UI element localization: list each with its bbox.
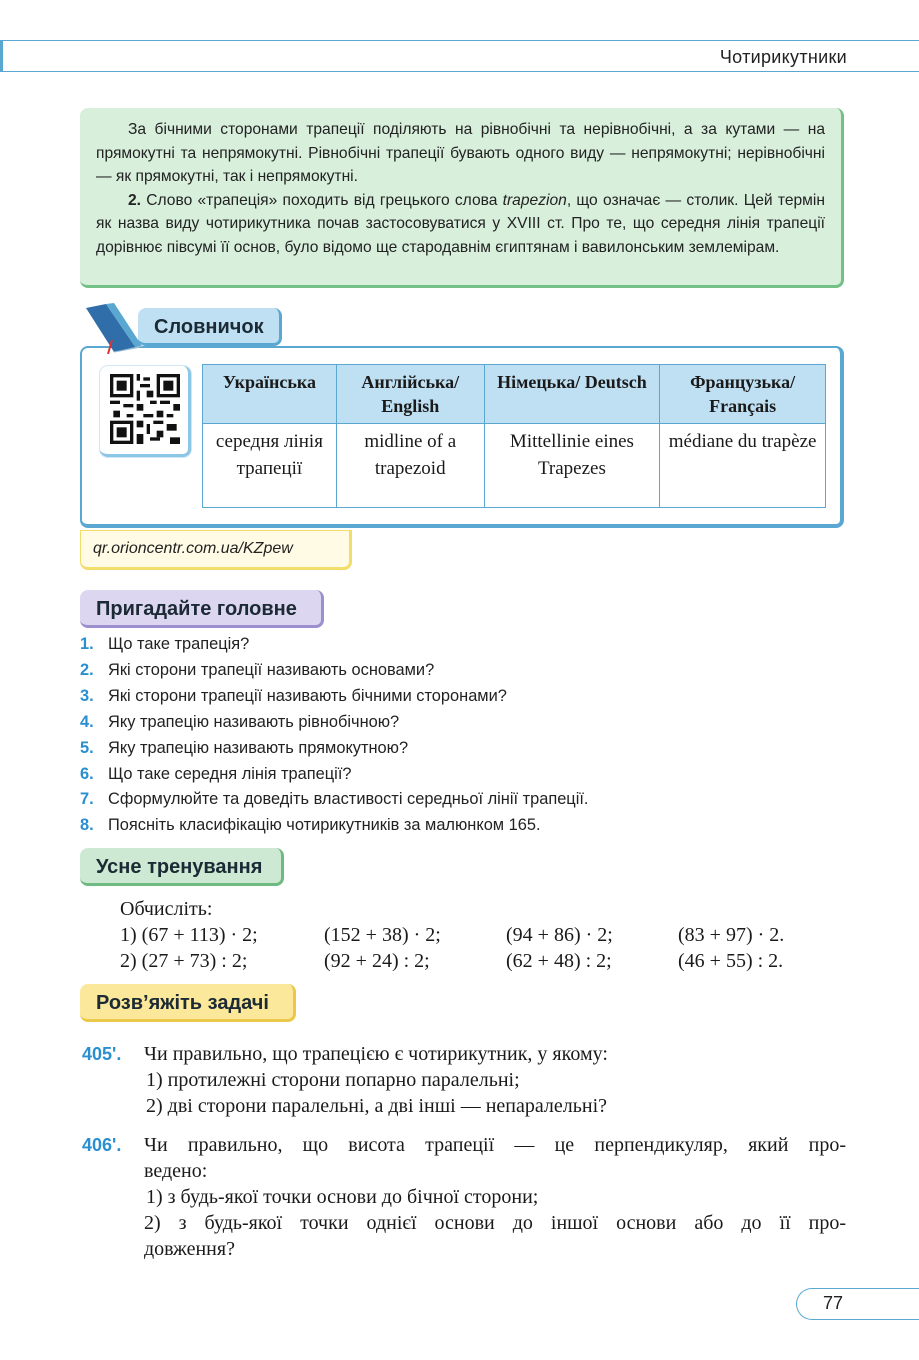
note-paragraph-2-text-b: , що означає — столик. Цей термін як назва виду чотирикутника почав застосовуватися у XVIII ст. Про те, що середня лінія трапеції дорівнює півсумі її основ, було відомо ще стародавнім єгиптянам і вавилонським землемірам. [96, 191, 825, 256]
dictionary-table [202, 364, 826, 508]
term-english: midline of a trapezoid [336, 424, 484, 508]
calc-expression: (83 + 97) · 2. [678, 924, 785, 946]
dictionary-tab: Словничок [138, 308, 282, 346]
list-item: 3. Які сторони трапеції називають бічними сторонами? [80, 686, 507, 705]
header-english: Англійська/ English [336, 365, 484, 424]
problem-405-question: Чи правильно, що трапецією є чотирикутник, у якому: [144, 1043, 608, 1065]
oral-training-tab: Усне тренування [80, 848, 284, 886]
qr-url-link[interactable]: qr.orioncentr.com.ua/KZpew [80, 530, 352, 570]
header-bar [0, 40, 919, 72]
list-item: 5. Яку трапецію називають прямокутною? [80, 738, 409, 757]
dictionary-header-row [203, 365, 826, 424]
note-paragraph-2 [96, 189, 825, 260]
calc-expression: (46 + 55) : 2. [678, 950, 784, 972]
note-paragraph-1: За бічними сторонами трапеції поділяють на рівнобічні та нерівнобічні, а за кутами — на прямокутні та непрямокутні. Рівнобічні трапеції бувають одного виду — непрямокутні; нерівнобічні — як прямокутні, так і непрямокутні. [96, 121, 825, 186]
list-item: 2. Які сторони трапеції називають основами? [80, 660, 435, 679]
calc-expression: (62 + 48) : 2; [506, 950, 612, 972]
calc-expression: (152 + 38) · 2; [324, 924, 441, 946]
list-item: 6. Що таке середня лінія трапеції? [80, 764, 352, 783]
term-german: Mittellinie eines Trapezes [484, 424, 660, 508]
qr-code-icon[interactable] [100, 366, 191, 457]
list-item: 4. Яку трапецію називають рівнобічною? [80, 712, 400, 731]
calc-expression: (94 + 86) · 2; [506, 924, 613, 946]
note-paragraph-2-number: 2. [128, 191, 142, 209]
problem-405-option-2: 2) дві сторони паралельні, а дві інші — непаралельні? [146, 1095, 608, 1117]
header-ukrainian: Українська [203, 365, 337, 424]
chapter-title: Чотирикутники [719, 47, 847, 67]
problem-406-option-1: 1) з будь-якої точки основи до бічної сторони; [146, 1186, 539, 1208]
solve-problems-tab: Розв’яжіть задачі [80, 984, 296, 1022]
recall-question-list [80, 632, 588, 839]
header-german: Німецька/ Deutsch [484, 365, 660, 424]
calc-expression: 1) (67 + 113) · 2; [120, 924, 258, 946]
recall-tab: Пригадайте головне [80, 590, 324, 628]
calc-intro: Обчисліть: [120, 898, 213, 920]
term-french: médiane du trapèze [660, 424, 826, 508]
problem-405-option-1: 1) протилежні сторони попарно паралельні; [146, 1069, 520, 1091]
problem-406-number: 406'. [82, 1135, 122, 1155]
calc-expression: (92 + 24) : 2; [324, 950, 430, 972]
note-paragraph-2-text-a: Слово «трапеція» походить від грецького слова [146, 191, 498, 209]
page-number: 77 [823, 1293, 844, 1313]
page-number-box [796, 1288, 919, 1320]
problem-405-number: 405'. [82, 1044, 122, 1064]
problem-406-option-2-line-2: довження? [144, 1238, 235, 1260]
note-greek-word: trapezion [502, 191, 567, 209]
problem-406-question-line-1: Чи правильно, що висота трапеції — це перпендикуляр, який про- [144, 1134, 846, 1156]
header-french: Французька/ Français [660, 365, 826, 424]
list-item: 8. Поясніть класифікацію чотирикутників за малюнком 165. [80, 816, 541, 835]
problem-406-option-2-line-1: 2) з будь-якої точки однієї основи до іншої основи або до її про- [144, 1212, 846, 1234]
term-ukrainian: середня лінія трапеції [203, 424, 337, 508]
problem-406-question-line-2: ведено: [144, 1160, 208, 1182]
qr-code-graphic [110, 374, 180, 444]
list-item: 7. Сформулюйте та доведіть властивості середньої лінії трапеції. [80, 790, 589, 809]
calc-expression: 2) (27 + 73) : 2; [120, 950, 248, 972]
dictionary-term-row [203, 424, 826, 508]
note-box [80, 108, 844, 288]
list-item: 1. Що таке трапеція? [80, 635, 250, 653]
